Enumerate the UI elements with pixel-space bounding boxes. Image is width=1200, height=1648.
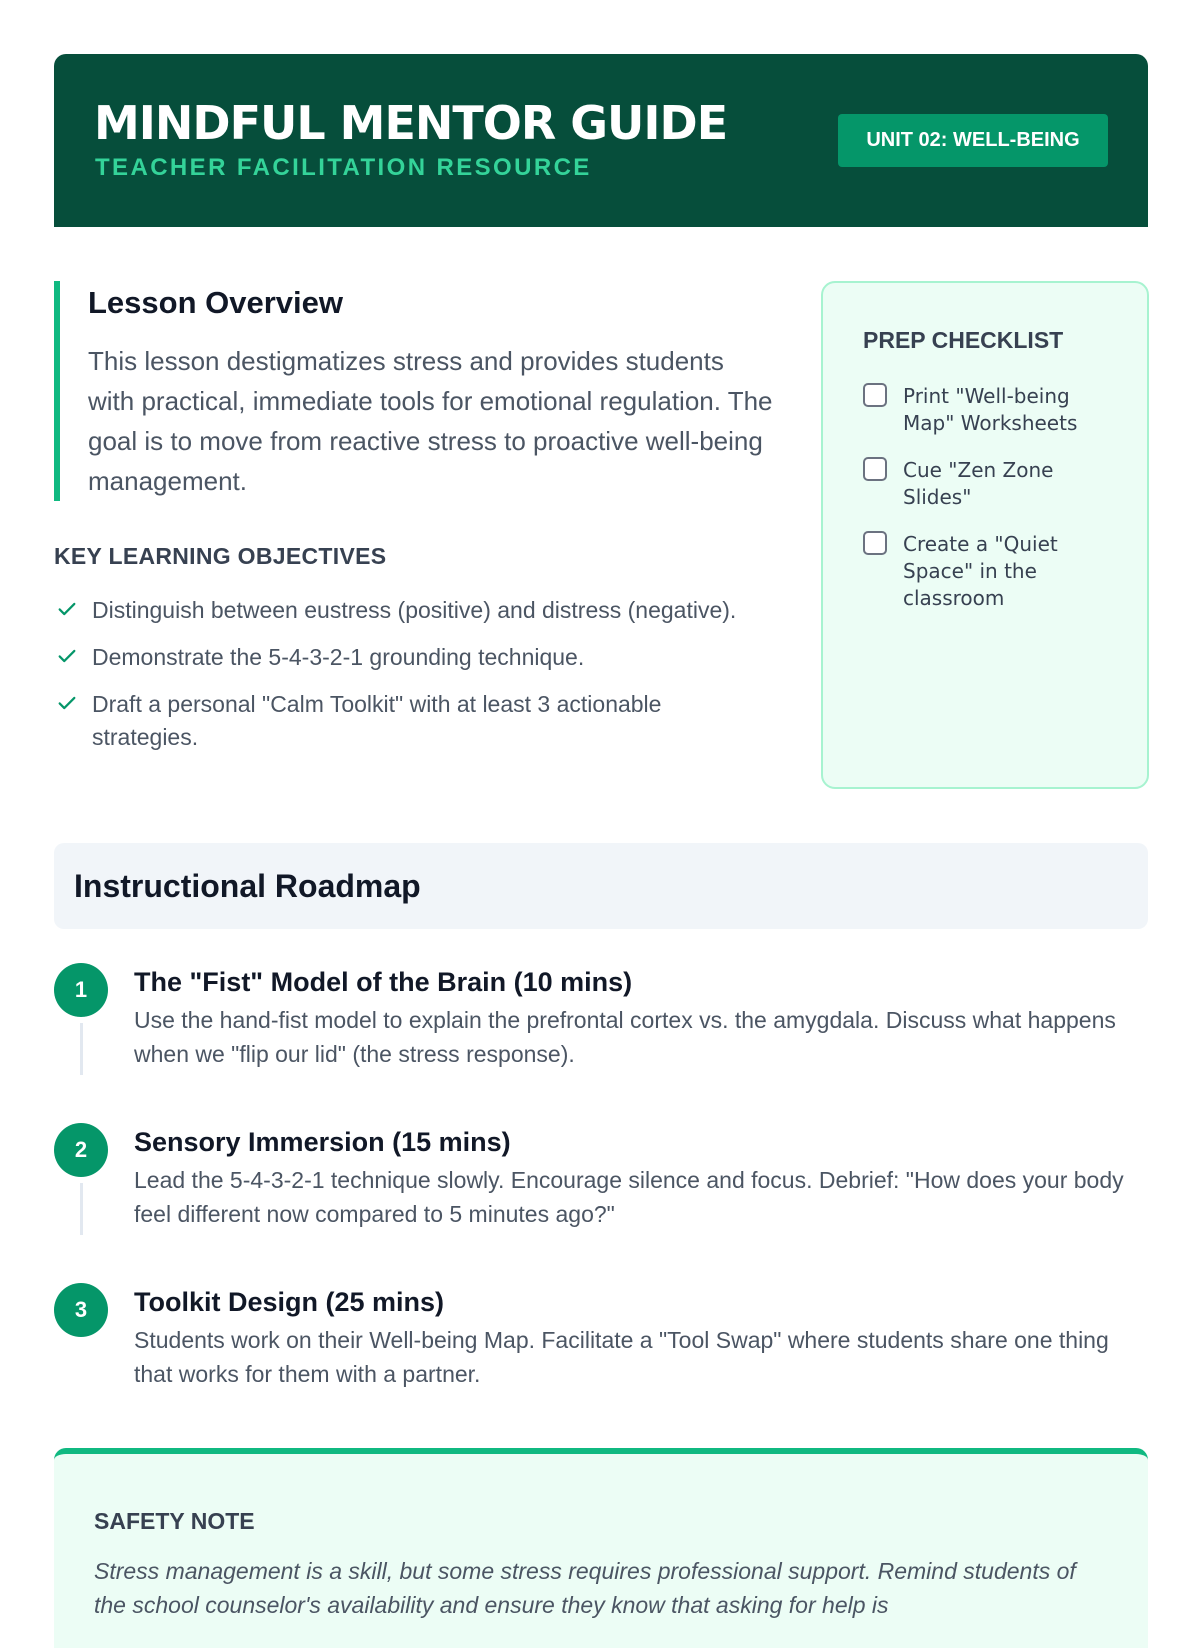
- safety-note: [54, 1448, 1148, 1648]
- objective-item: [54, 641, 754, 674]
- objective-text: Demonstrate the 5-4-3-2-1 grounding technique.: [92, 644, 585, 670]
- roadmap-step: [54, 963, 1148, 1093]
- objective-text: Distinguish between eustress (positive) and distress (negative).: [92, 597, 737, 623]
- checklist-item-label: Cue "Zen Zone Slides": [903, 458, 1054, 509]
- step-title: The "Fist" Model of the Brain (10 mins): [134, 967, 633, 997]
- guide-title: MINDFUL MENTOR GUIDE: [94, 96, 728, 150]
- step-title: Sensory Immersion (15 mins): [134, 1127, 511, 1157]
- unit-badge: UNIT 02: WELL-BEING: [838, 114, 1108, 167]
- roadmap-step: [54, 1123, 1148, 1253]
- safety-title: SAFETY NOTE: [94, 1508, 255, 1534]
- checkbox[interactable]: [863, 383, 887, 407]
- objective-text: Draft a personal "Calm Toolkit" with at least 3 actionable strategies.: [92, 691, 662, 750]
- checklist-item[interactable]: [863, 531, 1123, 612]
- roadmap-step: [54, 1283, 1148, 1413]
- objective-item: [54, 688, 754, 754]
- checklist-items: [863, 383, 1123, 632]
- step-title: Toolkit Design (25 mins): [134, 1287, 445, 1317]
- overview-body: This lesson destigmatizes stress and provides students with practical, immediate tools for emotional regulation. The goal is to move from reactive stress to proactive well-being management.: [88, 346, 773, 496]
- step-number-badge: 1: [54, 963, 108, 1017]
- roadmap-header: [54, 843, 1148, 929]
- checklist-item[interactable]: [863, 457, 1123, 511]
- checkbox[interactable]: [863, 531, 887, 555]
- step-number-badge: 2: [54, 1123, 108, 1177]
- check-icon: [56, 598, 78, 620]
- step-description: Use the hand-fist model to explain the prefrontal cortex vs. the amygdala. Discuss what happens when we "flip our lid" (the stress response).: [134, 1007, 1116, 1067]
- checklist-item[interactable]: [863, 383, 1123, 437]
- step-number-badge: 3: [54, 1283, 108, 1337]
- checklist-title: PREP CHECKLIST: [863, 327, 1064, 353]
- check-icon: [56, 645, 78, 667]
- lesson-overview: [54, 281, 774, 501]
- roadmap-title: Instructional Roadmap: [74, 868, 421, 904]
- step-connector: [80, 1023, 83, 1075]
- step-connector: [80, 1183, 83, 1235]
- checkbox[interactable]: [863, 457, 887, 481]
- safety-body: Stress management is a skill, but some stress requires professional support. Remind students of the school counselor's availability and ensure they know that asking for help is: [94, 1558, 1076, 1618]
- step-description: Lead the 5-4-3-2-1 technique slowly. Encourage silence and focus. Debrief: "How does your body feel different now compared to 5 minutes ago?": [134, 1167, 1124, 1227]
- overview-title: Lesson Overview: [88, 285, 344, 320]
- checklist-item-label: Create a "Quiet Space" in the classroom: [903, 532, 1058, 610]
- page-header: [54, 54, 1148, 227]
- check-icon: [56, 692, 78, 714]
- objectives-list: [54, 594, 754, 768]
- objectives-title: KEY LEARNING OBJECTIVES: [54, 543, 387, 569]
- prep-checklist: [821, 281, 1149, 789]
- checklist-item-label: Print "Well-being Map" Worksheets: [903, 384, 1078, 435]
- objective-item: [54, 594, 754, 627]
- step-description: Students work on their Well-being Map. Facilitate a "Tool Swap" where students share one thing that works for them with a partner.: [134, 1327, 1109, 1387]
- guide-subtitle: TEACHER FACILITATION RESOURCE: [95, 154, 592, 181]
